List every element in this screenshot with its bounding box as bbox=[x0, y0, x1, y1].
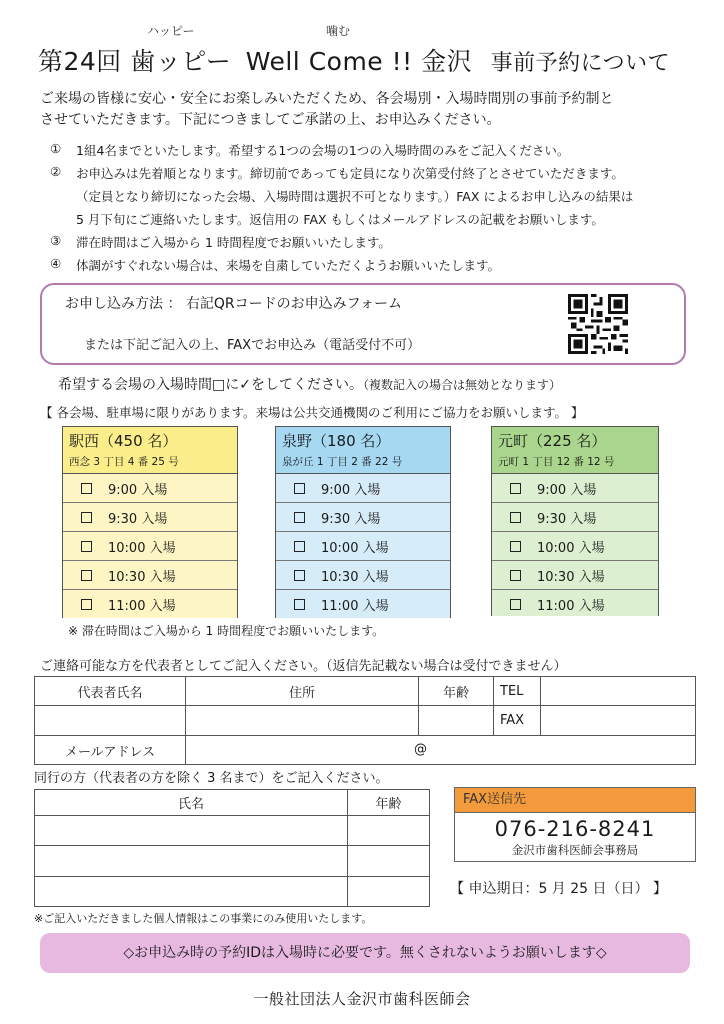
slot-label: 11:00 入場 bbox=[537, 599, 605, 614]
col-age-header: 年齢 bbox=[419, 677, 494, 706]
footer-organization: 一般社団法人金沢市歯科医師会 bbox=[253, 990, 471, 1008]
checkbox-icon[interactable] bbox=[510, 541, 521, 552]
slot-label: 9:30 入場 bbox=[321, 511, 381, 527]
checkbox-icon[interactable] bbox=[81, 483, 92, 494]
checkbox-icon[interactable] bbox=[510, 483, 521, 494]
slot-option[interactable] bbox=[63, 532, 237, 561]
venue-header bbox=[492, 427, 658, 474]
companion-age-field[interactable] bbox=[348, 877, 430, 907]
checkbox-icon[interactable] bbox=[81, 541, 92, 552]
slot-option[interactable] bbox=[63, 590, 237, 619]
note-cont2: 5 月下旬にご連絡いたします。返信用の FAX もしくはメールアドレスの記載をお願いします。 bbox=[76, 212, 604, 227]
slot-label: 9:00 入場 bbox=[108, 482, 168, 498]
companion-name-field[interactable] bbox=[35, 877, 348, 907]
venue-name: 駅西（450 名） bbox=[69, 432, 178, 450]
address-field[interactable] bbox=[186, 706, 419, 736]
ruby-happy: ハッピー bbox=[147, 24, 195, 38]
venue-ekinishi bbox=[62, 426, 238, 618]
note-text: お申込みは先着順となります。締切前であっても定員になり次第受付終了とさせていただきます。 bbox=[76, 166, 624, 181]
title-part3: 事前予約について bbox=[490, 51, 671, 76]
checkbox-icon[interactable] bbox=[294, 541, 305, 552]
col-name-header: 代表者氏名 bbox=[35, 677, 186, 706]
venue-name: 泉野（180 名） bbox=[282, 432, 391, 450]
at-sign: @ bbox=[414, 742, 427, 757]
slot-label: 11:00 入場 bbox=[108, 599, 176, 614]
slot-label: 10:30 入場 bbox=[537, 569, 605, 585]
companion-label: 同行の方（代表者の方を除く 3 名まで）をご記入ください。 bbox=[34, 771, 389, 786]
companion-name-header: 氏名 bbox=[35, 790, 348, 816]
slot-list bbox=[63, 474, 237, 618]
checkbox-icon[interactable] bbox=[294, 512, 305, 523]
slot-option[interactable] bbox=[63, 503, 237, 532]
note-text: 滞在時間はご入場から 1 時間程度でお願いいたします。 bbox=[76, 235, 391, 250]
slot-label: 10:30 入場 bbox=[321, 569, 389, 585]
checkbox-icon[interactable] bbox=[510, 570, 521, 581]
tel-label: TEL bbox=[494, 677, 541, 706]
fax-field[interactable] bbox=[541, 706, 696, 736]
email-label: メールアドレス bbox=[35, 736, 186, 765]
companion-age-header: 年齢 bbox=[348, 790, 430, 816]
venue-address: 泉が丘 1 丁目 2 番 22 号 bbox=[282, 456, 403, 468]
slot-label: 9:00 入場 bbox=[321, 482, 381, 498]
fax-destination-title: FAX送信先 bbox=[455, 788, 695, 813]
fax-label: FAX bbox=[494, 706, 541, 736]
apply-method: お申し込み方法 ： 右記QRコードのお申込みフォーム bbox=[65, 296, 402, 312]
venue-header bbox=[276, 427, 450, 474]
ruby-kamu: 噛む bbox=[326, 24, 351, 38]
fax-organization: 金沢市歯科医師会事務局 bbox=[511, 843, 639, 857]
slot-option[interactable] bbox=[276, 561, 450, 590]
note-cont1: （定員となり締切になった会場、入場時間は選択不可となります。）FAX によるお申し込みの結果は bbox=[76, 189, 634, 204]
slot-option[interactable] bbox=[492, 474, 658, 503]
checkbox-icon[interactable] bbox=[81, 570, 92, 581]
checkbox-icon[interactable] bbox=[81, 512, 92, 523]
slot-list bbox=[492, 474, 658, 616]
title-part1: 第24回 歯ッピー bbox=[38, 47, 232, 76]
slot-label: 9:30 入場 bbox=[537, 511, 597, 527]
venue-header bbox=[63, 427, 237, 474]
venue-motomachi bbox=[491, 426, 659, 616]
slot-option[interactable] bbox=[63, 561, 237, 590]
slot-option[interactable] bbox=[492, 503, 658, 532]
qr-code-icon[interactable] bbox=[568, 294, 628, 354]
venue-izumino bbox=[275, 426, 451, 618]
slot-list bbox=[276, 474, 450, 618]
instruction-sub: （複数記入の場合は無効となります） bbox=[362, 378, 561, 392]
companion-name-field[interactable] bbox=[35, 846, 348, 877]
page-title bbox=[38, 42, 670, 78]
slot-option[interactable] bbox=[492, 532, 658, 561]
intro-line2: させていただきます。下記につきましてご承諾の上、お申込みください。 bbox=[40, 112, 501, 128]
col-address-header: 住所 bbox=[186, 677, 419, 706]
privacy-note: ※ご記入いただきました個人情報はこの事業にのみ使用いたします。 bbox=[34, 912, 373, 925]
slot-option[interactable] bbox=[276, 532, 450, 561]
venue-name: 元町（225 名） bbox=[498, 432, 607, 450]
slot-label: 9:00 入場 bbox=[537, 482, 597, 498]
slot-option[interactable] bbox=[63, 474, 237, 503]
slot-option[interactable] bbox=[492, 561, 658, 590]
note-text: 1組4名までといたします。希望する1つの会場の1つの入場時間のみをご記入ください。 bbox=[76, 143, 570, 158]
note-number: ③ bbox=[50, 233, 62, 248]
slot-option[interactable] bbox=[276, 503, 450, 532]
slot-option[interactable] bbox=[276, 590, 450, 619]
representative-table bbox=[34, 676, 696, 765]
slot-label: 10:00 入場 bbox=[321, 540, 389, 556]
slot-option[interactable] bbox=[492, 590, 658, 619]
name-field[interactable] bbox=[35, 706, 186, 736]
fax-number: 076-216-8241 bbox=[494, 817, 656, 841]
stay-note: ※ 滞在時間はご入場から 1 時間程度でお願いいたします。 bbox=[68, 624, 385, 638]
slot-label: 10:30 入場 bbox=[108, 569, 176, 585]
parking-notice: 【 各会場、駐車場に限りがあります。来場は公共交通機関のご利用にご協力をお願いします。 】 bbox=[40, 405, 584, 420]
age-field[interactable] bbox=[419, 706, 494, 736]
reservation-id-banner: ◇お申込み時の予約IDは入場時に必要です。無くされないようお願いします◇ bbox=[40, 933, 690, 973]
fax-destination-box bbox=[454, 787, 696, 862]
email-field[interactable] bbox=[186, 736, 696, 765]
slot-label: 10:00 入場 bbox=[537, 540, 605, 556]
checkbox-icon[interactable] bbox=[81, 599, 92, 610]
instruction-main: 希望する会場の入場時間□に✓をしてください。 bbox=[58, 377, 363, 393]
note-text: 体調がすぐれない場合は、来場を自粛していただくようお願いいたします。 bbox=[76, 258, 501, 273]
tel-field[interactable] bbox=[541, 677, 696, 706]
venue-address: 元町 1 丁目 12 番 12 号 bbox=[498, 456, 615, 468]
note-number: ① bbox=[50, 141, 62, 156]
checkbox-icon[interactable] bbox=[294, 483, 305, 494]
deadline: 【 申込期日：5 月 25 日（日） 】 bbox=[450, 881, 667, 897]
venue-address: 西念 3 丁目 4 番 25 号 bbox=[69, 456, 179, 468]
note-number: ② bbox=[50, 164, 62, 179]
slot-label: 9:30 入場 bbox=[108, 511, 168, 527]
note-number: ④ bbox=[50, 256, 62, 271]
companion-name-field[interactable] bbox=[35, 816, 348, 846]
intro-line1: ご来場の皆様に安心・安全にお楽しみいただくため、各会場別・入場時間別の事前予約制と bbox=[40, 91, 614, 107]
apply-alt: または下記ご記入の上、FAXでお申込み（電話受付不可） bbox=[84, 338, 421, 353]
checkbox-icon[interactable] bbox=[294, 599, 305, 610]
slot-option[interactable] bbox=[276, 474, 450, 503]
slot-label: 10:00 入場 bbox=[108, 540, 176, 556]
representative-label: ご連絡可能な方を代表者としてご記入ください。（返信先記載ない場合は受付できません） bbox=[40, 659, 567, 674]
companion-age-field[interactable] bbox=[348, 816, 430, 846]
checkbox-icon[interactable] bbox=[510, 599, 521, 610]
checkbox-icon[interactable] bbox=[510, 512, 521, 523]
venue-instruction bbox=[58, 374, 561, 394]
intro-text bbox=[40, 89, 700, 131]
checkbox-icon[interactable] bbox=[294, 570, 305, 581]
companion-age-field[interactable] bbox=[348, 846, 430, 877]
slot-label: 11:00 入場 bbox=[321, 599, 389, 614]
title-part2: Well Come !! 金沢 bbox=[245, 47, 473, 76]
companion-table bbox=[34, 789, 430, 907]
